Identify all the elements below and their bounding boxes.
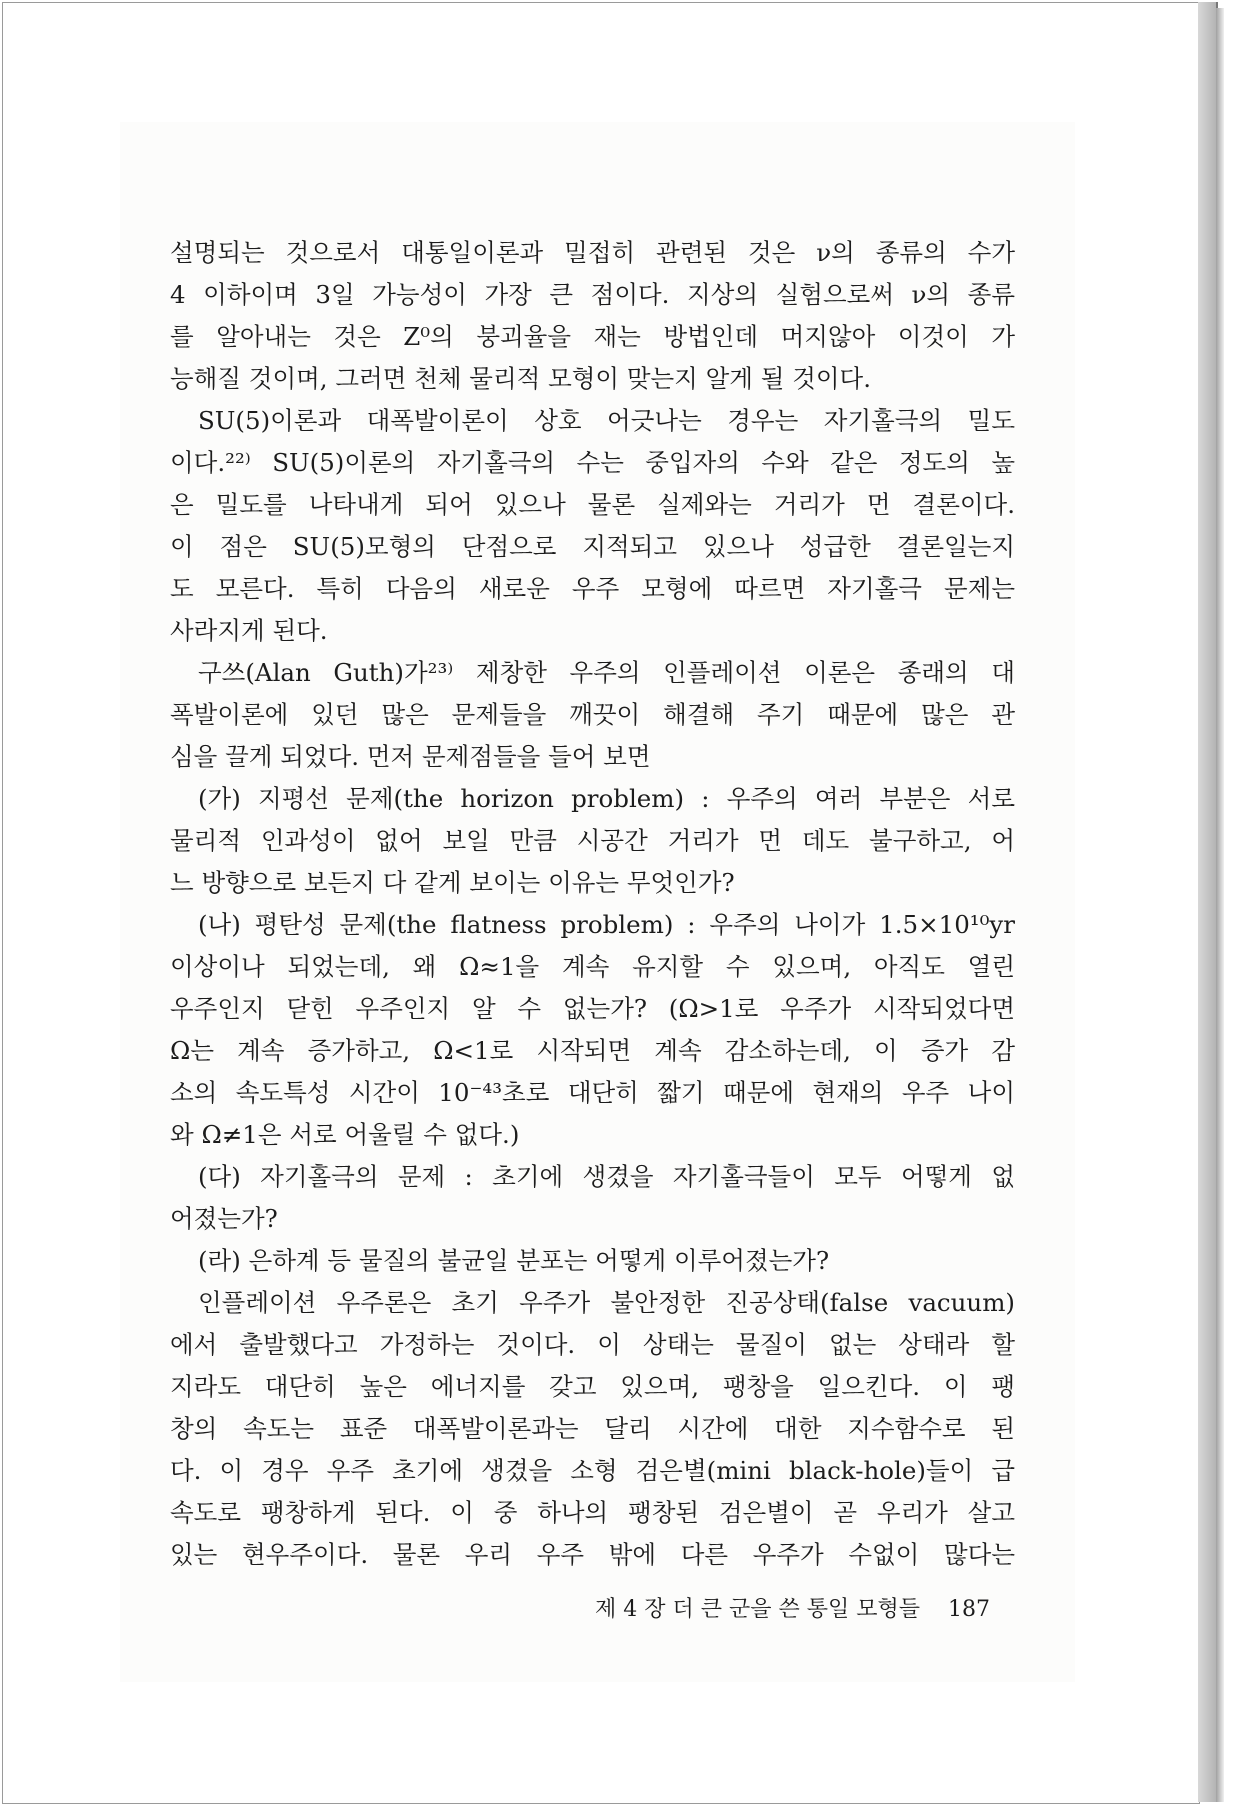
text-line: 있는 현우주이다. 물론 우리 우주 밖에 다른 우주가 수없이 많다는 — [170, 1540, 1015, 1569]
text-line: 창의 속도는 표준 대폭발이론과는 달리 시간에 대한 지수함수로 된 — [170, 1414, 1015, 1443]
text-line: (나) 평탄성 문제(the flatness problem) : 우주의 나이가 1.5×10¹⁰yr — [198, 910, 1015, 939]
text-line: 지라도 대단히 높은 에너지를 갖고 있으며, 팽창을 일으킨다. 이 팽 — [170, 1372, 1015, 1401]
body-text — [170, 232, 1015, 1576]
text-line: 물리적 인과성이 없어 보일 만큼 시공간 거리가 먼 데도 불구하고, 어 — [170, 826, 1015, 855]
text-line: 다. 이 경우 우주 초기에 생겼을 소형 검은별(mini black-hole)들이 급 — [170, 1456, 1015, 1485]
text-line: 어졌는가? — [170, 1204, 278, 1233]
running-footer — [520, 1590, 990, 1630]
text-line: 사라지게 된다. — [170, 616, 328, 645]
text-line: 이 점은 SU(5)모형의 단점으로 지적되고 있으나 성급한 결론일는지 — [170, 532, 1015, 561]
text-line: 능해질 것이며, 그러면 천체 물리적 모형이 맞는지 알게 될 것이다. — [170, 364, 872, 393]
text-line: 심을 끌게 되었다. 먼저 문제점들을 들어 보면 — [170, 742, 651, 771]
text-line: 도 모른다. 특히 다음의 새로운 우주 모형에 따르면 자기홀극 문제는 — [170, 574, 1015, 603]
text-line: 와 Ω≠1은 서로 어울릴 수 없다.) — [170, 1120, 520, 1149]
text-line: (다) 자기홀극의 문제 : 초기에 생겼을 자기홀극들이 모두 어떻게 없 — [198, 1162, 1015, 1191]
text-line: 4 이하이며 3일 가능성이 가장 큰 점이다. 지상의 실험으로써 ν의 종류 — [170, 280, 1015, 309]
page-shadow — [1216, 8, 1224, 1802]
text-line: 느 방향으로 보든지 다 같게 보이는 이유는 무엇인가? — [170, 868, 735, 897]
text-line: 이상이나 되었는데, 왜 Ω≈1을 계속 유지할 수 있으며, 아직도 열린 — [170, 952, 1015, 981]
text-line: 에서 출발했다고 가정하는 것이다. 이 상태는 물질이 없는 상태라 할 — [170, 1330, 1015, 1359]
text-line: 우주인지 닫힌 우주인지 알 수 없는가? (Ω>1로 우주가 시작되었다면 — [170, 994, 1015, 1023]
text-line: 속도로 팽창하게 된다. 이 중 하나의 팽창된 검은별이 곧 우리가 살고 — [170, 1498, 1015, 1527]
text-line: (라) 은하계 등 물질의 불균일 분포는 어떻게 이루어졌는가? — [198, 1246, 830, 1275]
text-line: (가) 지평선 문제(the horizon problem) : 우주의 여러 부분은 서로 — [198, 784, 1015, 813]
text-line: Ω는 계속 증가하고, Ω<1로 시작되면 계속 감소하는데, 이 증가 감 — [170, 1036, 1015, 1065]
text-line: 이다.²²⁾ SU(5)이론의 자기홀극의 수는 중입자의 수와 같은 정도의 높 — [170, 448, 1015, 477]
text-line: 폭발이론에 있던 많은 문제들을 깨끗이 해결해 주기 때문에 많은 관 — [170, 700, 1015, 729]
text-line: SU(5)이론과 대폭발이론이 상호 어긋나는 경우는 자기홀극의 밀도 — [198, 406, 1015, 435]
text-line: 구쓰(Alan Guth)가²³⁾ 제창한 우주의 인플레이션 이론은 종래의 대 — [198, 658, 1015, 687]
text-line: 은 밀도를 나타내게 되어 있으나 물론 실제와는 거리가 먼 결론이다. — [170, 490, 1015, 519]
text-line: 소의 속도특성 시간이 10⁻⁴³초로 대단히 짧기 때문에 현재의 우주 나이 — [170, 1078, 1015, 1107]
text-line: 설명되는 것으로서 대통일이론과 밀접히 관련된 것은 ν의 종류의 수가 — [170, 238, 1015, 267]
text-line: 인플레이션 우주론은 초기 우주가 불안정한 진공상태(false vacuum) — [198, 1288, 1015, 1317]
page-edge — [1198, 2, 1218, 1802]
page-number: 187 — [948, 1597, 990, 1622]
text-line: 를 알아내는 것은 Z⁰의 붕괴율을 재는 방법인데 머지않아 이것이 가 — [170, 322, 1015, 351]
chapter-title: 제 4 장 더 큰 군을 쓴 통일 모형들 — [595, 1597, 920, 1622]
